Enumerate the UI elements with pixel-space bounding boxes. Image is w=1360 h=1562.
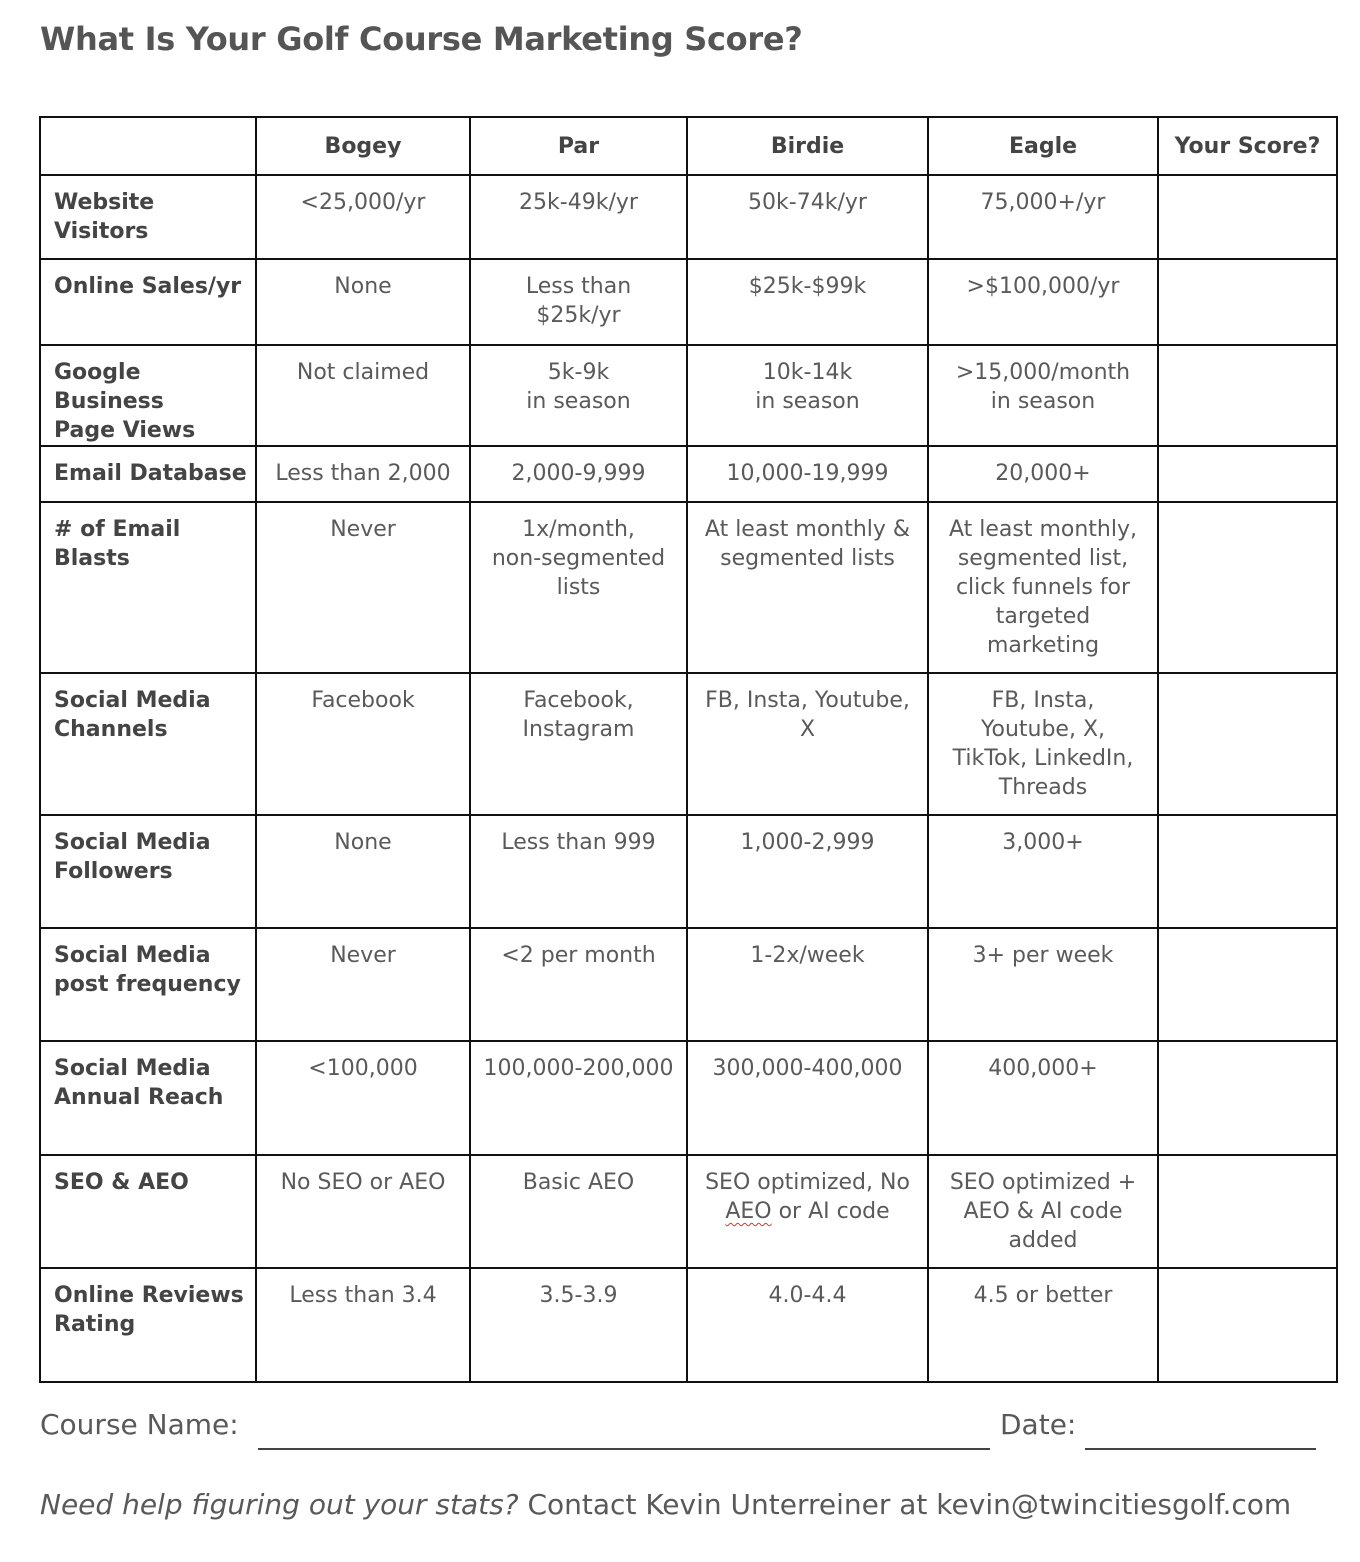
eagle-cell [928, 1155, 1158, 1268]
your-score-cell[interactable] [1158, 673, 1337, 815]
table-row [40, 502, 1337, 673]
row-label-line: Social Media [54, 1056, 211, 1081]
par-cell [470, 259, 687, 345]
row-label [40, 815, 256, 928]
cell-line: Threads [998, 775, 1088, 800]
row-label-line: SEO & AEO [54, 1170, 189, 1195]
eagle-cell [928, 1041, 1158, 1155]
row-label-line: Email Database [54, 461, 247, 486]
cell-line: 20,000+ [995, 461, 1091, 486]
cell-line: AEO or AI code [725, 1199, 890, 1224]
eagle-cell [928, 928, 1158, 1041]
eagle-cell [928, 502, 1158, 673]
cell-line: No SEO or AEO [280, 1170, 446, 1195]
cell-line: Less than 999 [501, 830, 656, 855]
cell-line: $25k/yr [536, 303, 621, 328]
table-row [40, 1041, 1337, 1155]
par-cell [470, 1041, 687, 1155]
row-label-line: Online Sales/yr [54, 274, 242, 299]
cell-line: 400,000+ [988, 1056, 1098, 1081]
row-label [40, 502, 256, 673]
your-score-cell[interactable] [1158, 928, 1337, 1041]
bogey-cell [256, 815, 470, 928]
your-score-cell[interactable] [1158, 175, 1337, 259]
course-name-label: Course Name: [40, 1408, 239, 1441]
cell-line: 25k-49k/yr [519, 190, 638, 215]
cell-line: TikTok, LinkedIn, [952, 746, 1134, 771]
par-cell [470, 502, 687, 673]
marketing-score-table [39, 116, 1338, 1383]
footer-contact-text: Contact Kevin Unterreiner at kevin@twincitiesgolf.com [518, 1488, 1292, 1521]
row-label [40, 1268, 256, 1382]
cell-line: At least monthly & [704, 517, 911, 542]
cell-line: 10,000-19,999 [726, 461, 889, 486]
bogey-cell [256, 259, 470, 345]
cell-line: segmented list, [957, 546, 1129, 571]
your-score-cell[interactable] [1158, 446, 1337, 502]
header-row [40, 117, 1337, 175]
eagle-cell [928, 815, 1158, 928]
cell-line: Basic AEO [522, 1170, 635, 1195]
cell-line: 50k-74k/yr [748, 190, 867, 215]
cell-line: 1x/month, [522, 517, 635, 542]
cell-line: Less than 2,000 [275, 461, 451, 486]
cell-line: in season [755, 389, 860, 414]
your-score-cell[interactable] [1158, 345, 1337, 446]
par-cell [470, 446, 687, 502]
course-name-field[interactable] [258, 1418, 990, 1450]
row-label [40, 1155, 256, 1268]
cell-line: segmented lists [720, 546, 895, 571]
table-row [40, 259, 1337, 345]
cell-line: non-segmented [491, 546, 666, 571]
cell-line: Youtube, X, [980, 717, 1106, 742]
cell-line: SEO optimized + [949, 1170, 1137, 1195]
your-score-cell[interactable] [1158, 815, 1337, 928]
your-score-cell[interactable] [1158, 502, 1337, 673]
birdie-cell [687, 345, 928, 446]
cell-line: SEO optimized, No [705, 1170, 910, 1195]
eagle-cell [928, 1268, 1158, 1382]
birdie-cell [687, 446, 928, 502]
cell-line: >$100,000/yr [966, 274, 1120, 299]
cell-line: >15,000/month [955, 360, 1131, 385]
row-label-line: Page Views [54, 418, 196, 443]
birdie-cell [687, 1041, 928, 1155]
par-cell [470, 815, 687, 928]
table-row [40, 673, 1337, 815]
cell-line: 4.5 or better [973, 1283, 1113, 1308]
row-label-line: Channels [54, 717, 168, 742]
row-label-line: Social Media [54, 830, 211, 855]
row-label-line: Annual Reach [54, 1085, 224, 1110]
table-body [40, 175, 1337, 1382]
bogey-cell [256, 446, 470, 502]
your-score-cell[interactable] [1158, 1268, 1337, 1382]
bogey-cell [256, 502, 470, 673]
birdie-cell [687, 928, 928, 1041]
table-row [40, 928, 1337, 1041]
eagle-cell [928, 446, 1158, 502]
cell-line: None [334, 274, 392, 299]
bogey-cell [256, 175, 470, 259]
row-label-line: Online Reviews [54, 1283, 244, 1308]
header-bogey: Bogey [256, 117, 470, 175]
row-label-line: # of Email Blasts [54, 517, 181, 571]
cell-line: Not claimed [296, 360, 430, 385]
cell-line: in season [990, 389, 1096, 414]
cell-line: Less than [525, 274, 632, 299]
cell-line: 100,000-200,000 [483, 1056, 674, 1081]
your-score-cell[interactable] [1158, 1155, 1337, 1268]
cell-line: FB, Insta, [991, 688, 1095, 713]
birdie-cell [687, 815, 928, 928]
header-blank [40, 117, 256, 175]
cell-line: 1,000-2,999 [740, 830, 875, 855]
cell-line: <100,000 [308, 1056, 418, 1081]
row-label-line: Social Media [54, 943, 211, 968]
your-score-cell[interactable] [1158, 1041, 1337, 1155]
cell-line: targeted [995, 604, 1091, 629]
cell-line: added [1008, 1228, 1078, 1253]
cell-line: Never [330, 943, 396, 968]
cell-line: AEO & AI code [963, 1199, 1123, 1224]
row-label-line: post frequency [54, 972, 241, 997]
par-cell [470, 1268, 687, 1382]
cell-line: 3,000+ [1002, 830, 1084, 855]
eagle-cell [928, 259, 1158, 345]
table-row [40, 815, 1337, 928]
table-row [40, 446, 1337, 502]
footer-question: Need help figuring out your stats? [40, 1488, 519, 1521]
your-score-cell[interactable] [1158, 259, 1337, 345]
cell-line: 300,000-400,000 [712, 1056, 903, 1081]
bogey-cell [256, 928, 470, 1041]
cell-line: in season [526, 389, 631, 414]
cell-line: <25,000/yr [300, 190, 426, 215]
table-row [40, 1155, 1337, 1268]
cell-line: At least monthly, [948, 517, 1138, 542]
table-row [40, 1268, 1337, 1382]
row-label [40, 259, 256, 345]
eagle-cell [928, 673, 1158, 815]
bogey-cell [256, 1268, 470, 1382]
cell-line: 3+ per week [972, 943, 1114, 968]
bogey-cell [256, 1155, 470, 1268]
header-birdie: Birdie [687, 117, 928, 175]
cell-line: Facebook [311, 688, 415, 713]
row-label-line: Google Business [54, 360, 164, 414]
cell-line: 1-2x/week [750, 943, 865, 968]
row-label [40, 928, 256, 1041]
par-cell [470, 175, 687, 259]
row-label-line: Website Visitors [54, 190, 155, 244]
cell-line: 3.5-3.9 [539, 1283, 618, 1308]
cell-line: click funnels for [955, 575, 1131, 600]
birdie-cell [687, 502, 928, 673]
table-row [40, 175, 1337, 259]
birdie-cell [687, 259, 928, 345]
par-cell [470, 345, 687, 446]
row-label [40, 1041, 256, 1155]
cell-line: X [799, 717, 816, 742]
row-label [40, 446, 256, 502]
header-par: Par [470, 117, 687, 175]
birdie-cell [687, 1268, 928, 1382]
row-label [40, 345, 256, 446]
cell-line: 4.0-4.4 [768, 1283, 847, 1308]
birdie-cell [687, 673, 928, 815]
page-title: What Is Your Golf Course Marketing Score? [40, 20, 803, 58]
par-cell [470, 673, 687, 815]
cell-line: 75,000+/yr [980, 190, 1106, 215]
eagle-cell [928, 345, 1158, 446]
bogey-cell [256, 345, 470, 446]
date-field[interactable] [1085, 1418, 1316, 1450]
cell-line: 10k-14k [762, 360, 853, 385]
date-label: Date: [1000, 1408, 1077, 1441]
par-cell [470, 1155, 687, 1268]
row-label-line: Social Media [54, 688, 211, 713]
cell-line: FB, Insta, Youtube, [705, 688, 910, 713]
eagle-cell [928, 175, 1158, 259]
cell-line: 2,000-9,999 [511, 461, 646, 486]
row-label [40, 673, 256, 815]
cell-line: Less than 3.4 [289, 1283, 437, 1308]
birdie-cell [687, 175, 928, 259]
cell-line: lists [556, 575, 601, 600]
bogey-cell [256, 673, 470, 815]
row-label-line: Followers [54, 859, 173, 884]
table-row [40, 345, 1337, 446]
cell-line: Facebook, [523, 688, 634, 713]
cell-line: Never [330, 517, 396, 542]
birdie-cell [687, 1155, 928, 1268]
cell-line: 5k-9k [547, 360, 610, 385]
footer-contact [40, 1488, 1291, 1521]
row-label [40, 175, 256, 259]
cell-line: <2 per month [501, 943, 656, 968]
cell-line: None [334, 830, 392, 855]
row-label-line: Rating [54, 1312, 136, 1337]
cell-line: Instagram [522, 717, 635, 742]
header-your-score: Your Score? [1158, 117, 1337, 175]
cell-line: marketing [986, 633, 1100, 658]
par-cell [470, 928, 687, 1041]
cell-line: $25k-$99k [748, 274, 867, 299]
bogey-cell [256, 1041, 470, 1155]
header-eagle: Eagle [928, 117, 1158, 175]
